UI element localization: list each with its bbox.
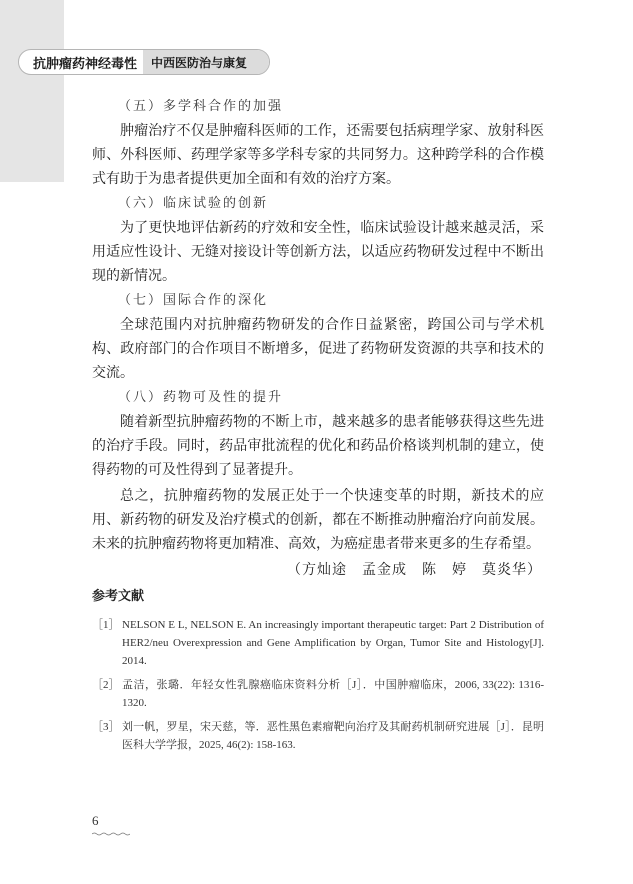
reference-text: 刘一帆，罗星，宋天慈，等．恶性黑色素瘤靶向治疗及其耐药机制研究进展［J］．昆明医科大学学报，2025, 46(2): 158-163. [122, 721, 544, 751]
section-paragraph: 全球范围内对抗肿瘤药物研发的合作日益紧密，跨国公司与学术机构、政府部门的合作项目不断增多，促进了药物研发资源的共享和技术的交流。 [92, 317, 544, 381]
section-paragraph: 为了更快地评估新药的疗效和安全性，临床试验设计越来越灵活，采用适应性设计、无缝对接设计等创新方法，以适应药物研发过程中不断出现的新情况。 [92, 220, 544, 284]
page-number-ornament [92, 832, 130, 836]
reference-number: ［2］ [92, 679, 120, 691]
reference-list [92, 616, 544, 754]
reference-text: NELSON E L, NELSON E. An increasingly important therapeutic target: Part 2 Distribution of HER2/neu Overexpression and Gene Amplification by Organ, Tumor Site and Histology[J]. 2014. [122, 619, 544, 667]
references-title: 参考文献 [92, 589, 145, 604]
author-list: （方灿途 孟金成 陈 婷 莫炎华） [287, 562, 542, 578]
page-number: 6 [92, 813, 99, 828]
section-5 [92, 96, 544, 191]
section-8 [92, 387, 544, 482]
section-paragraph: 肿瘤治疗不仅是肿瘤科医师的工作，还需要包括病理学家、放射科医师、外科医师、药理学家等多学科专家的共同努力。这种跨学科的合作模式有助于为患者提供更加全面和有效的治疗方案。 [92, 123, 544, 187]
reference-number: ［3］ [92, 721, 120, 733]
page-content [92, 96, 544, 760]
running-header [18, 49, 270, 75]
reference-item [92, 676, 544, 712]
section-heading: （五）多学科合作的加强 [118, 99, 284, 114]
reference-text: 孟洁，张璐．年轻女性乳腺癌临床资料分析［J］．中国肿瘤临床，2006, 33(22): 1316-1320. [122, 679, 544, 709]
reference-number: ［1］ [92, 619, 120, 631]
reference-item [92, 616, 544, 670]
book-title: 抗肿瘤药神经毒性 [33, 56, 138, 72]
chapter-title: 中西医防治与康复 [143, 50, 269, 74]
side-band [0, 0, 64, 182]
section-heading: （八）药物可及性的提升 [118, 390, 284, 405]
section-6 [92, 193, 544, 288]
section-paragraph: 随着新型抗肿瘤药物的不断上市，越来越多的患者能够获得这些先进的治疗手段。同时，药品审批流程的优化和药品价格谈判机制的建立，使得药物的可及性得到了显著提升。 [92, 414, 544, 478]
reference-item [92, 718, 544, 754]
section-7 [92, 290, 544, 385]
section-heading: （七）国际合作的深化 [118, 293, 269, 308]
summary-paragraph: 总之，抗肿瘤药物的发展正处于一个快速变革的时期，新技术的应用、新药物的研发及治疗模式的创新，都在不断推动肿瘤治疗向前发展。未来的抗肿瘤药物将更加精准、高效，为癌症患者带来更多的生存希望。 [92, 488, 544, 552]
section-heading: （六）临床试验的创新 [118, 196, 269, 211]
